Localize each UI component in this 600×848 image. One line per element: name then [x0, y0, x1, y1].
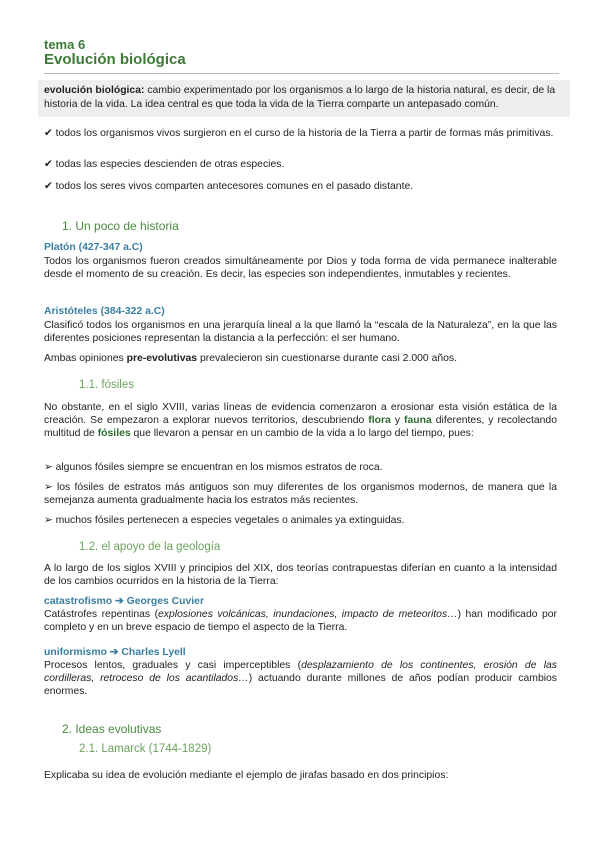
geology-intro: A lo largo de los siglos XVIII y principios del XIX, dos teorías contrapuestas diferían en cuanto a la intensidad de los cambios ocurridos en la historia de la Tierra:: [44, 563, 557, 587]
italic-examples: explosiones volcánicas, inundaciones, impacto de meteoritos…: [158, 609, 458, 620]
section-2-1-title: 2.1. Lamarck (1744-1829): [79, 743, 212, 755]
section-2-title: 2. Ideas evolutivas: [62, 722, 162, 736]
section-1-2-title: 1.2. el apoyo de la geología: [79, 541, 221, 553]
text-run: ) actuando durante millones de años podían producir cambios enormes.: [44, 673, 558, 697]
check-item: ✔ todos los organismos vivos surgieron en el curso de la historia de la Tierra a partir de formas más primitivas.: [44, 128, 554, 139]
text-run: diferentes, y recolectando multitud de: [44, 415, 557, 439]
tema-label: tema 6: [44, 37, 86, 52]
page-header: [44, 38, 186, 68]
uniformismo-text: [44, 659, 557, 698]
fossil-bullet: ➢ muchos fósiles pertenecen a especies vegetales o animales ya extinguidas.: [44, 515, 405, 526]
text-run: y: [390, 415, 405, 426]
plato-text: Todos los organismos fueron creados simultáneamente por Dios y toda forma de vida permanece inalterable desde el momento de su creación. Es decir, las especies son independientes, inmutables y recientes.: [44, 256, 557, 280]
aristotle-text: Clasificó todos los organismos en una jerarquía lineal a la que llamó la “escala de la Naturaleza”, en la que las diferentes posiciones representan la distancia a la perfección: el ser humano.: [44, 320, 557, 344]
flora-term: flora: [368, 415, 391, 426]
pre-evolutivas-term: pre-evolutivas: [126, 353, 198, 364]
text-run: Ambas opiniones: [44, 353, 127, 364]
check-item: ✔ todos los seres vivos comparten antecesores comunes en el pasado distante.: [44, 181, 414, 192]
fosiles-term: fósiles: [97, 428, 131, 439]
fauna-term: fauna: [404, 415, 432, 426]
pre-evolutive-paragraph: [44, 352, 557, 365]
plato-heading: Platón (427-347 a.C): [44, 242, 143, 253]
definition-text: cambio experimentado por los organismos a lo largo de la historia natural, es decir, de la historia de la vida. La idea central es que toda la vida de la Tierra comparte un antepasado común.: [44, 85, 556, 110]
header-divider: [44, 73, 559, 74]
uniformismo-heading: uniformismo ➔ Charles Lyell: [44, 647, 186, 658]
text-run: prevalecieron sin cuestionarse durante casi 2.000 años.: [197, 353, 457, 364]
section-1-1-title: 1.1. fósiles: [79, 379, 134, 391]
fossil-bullet: ➢ algunos fósiles siempre se encuentran en los mismos estratos de roca.: [44, 462, 383, 473]
check-item: ✔ todas las especies descienden de otras especies.: [44, 159, 285, 170]
fossils-paragraph: [44, 401, 557, 440]
definition-term: evolución biológica:: [44, 85, 145, 96]
text-run: No obstante, en el siglo XVIII, varias líneas de evidencia comenzaron a erosionar esta visión estática de la creación. Se empezaron a explorar nuevos territorios, descubriendo: [44, 402, 557, 426]
fossil-bullet: ➢ los fósiles de estratos más antiguos son muy diferentes de los organismos modernos, de manera que la semejanza aumenta gradualmente hacia los estratos más recientes.: [44, 482, 557, 506]
definition-box: [38, 80, 570, 117]
section-1-title: 1. Un poco de historia: [62, 219, 179, 233]
text-run: Catástrofes repentinas (: [44, 609, 159, 620]
text-run: que llevaron a pensar en un cambio de la vida a lo largo del tiempo, pues:: [130, 428, 474, 439]
text-run: Procesos lentos, graduales y casi imperceptibles (: [44, 660, 302, 671]
catastrofismo-heading: catastrofismo ➔ Georges Cuvier: [44, 596, 204, 607]
italic-examples: desplazamiento de los continentes, erosión de las cordilleras, retroceso de los acantilados…: [44, 660, 557, 684]
text-run: ) han modificado por completo y en un breve espacio de tiempo el aspecto de la Tierra.: [44, 609, 557, 633]
page-title: Evolución biológica: [44, 51, 186, 68]
lamarck-text: Explicaba su idea de evolución mediante el ejemplo de jirafas basado en dos principios:: [44, 770, 449, 781]
aristotle-heading: Aristóteles (384-322 a.C): [44, 306, 165, 317]
catastrofismo-text: [44, 608, 557, 634]
